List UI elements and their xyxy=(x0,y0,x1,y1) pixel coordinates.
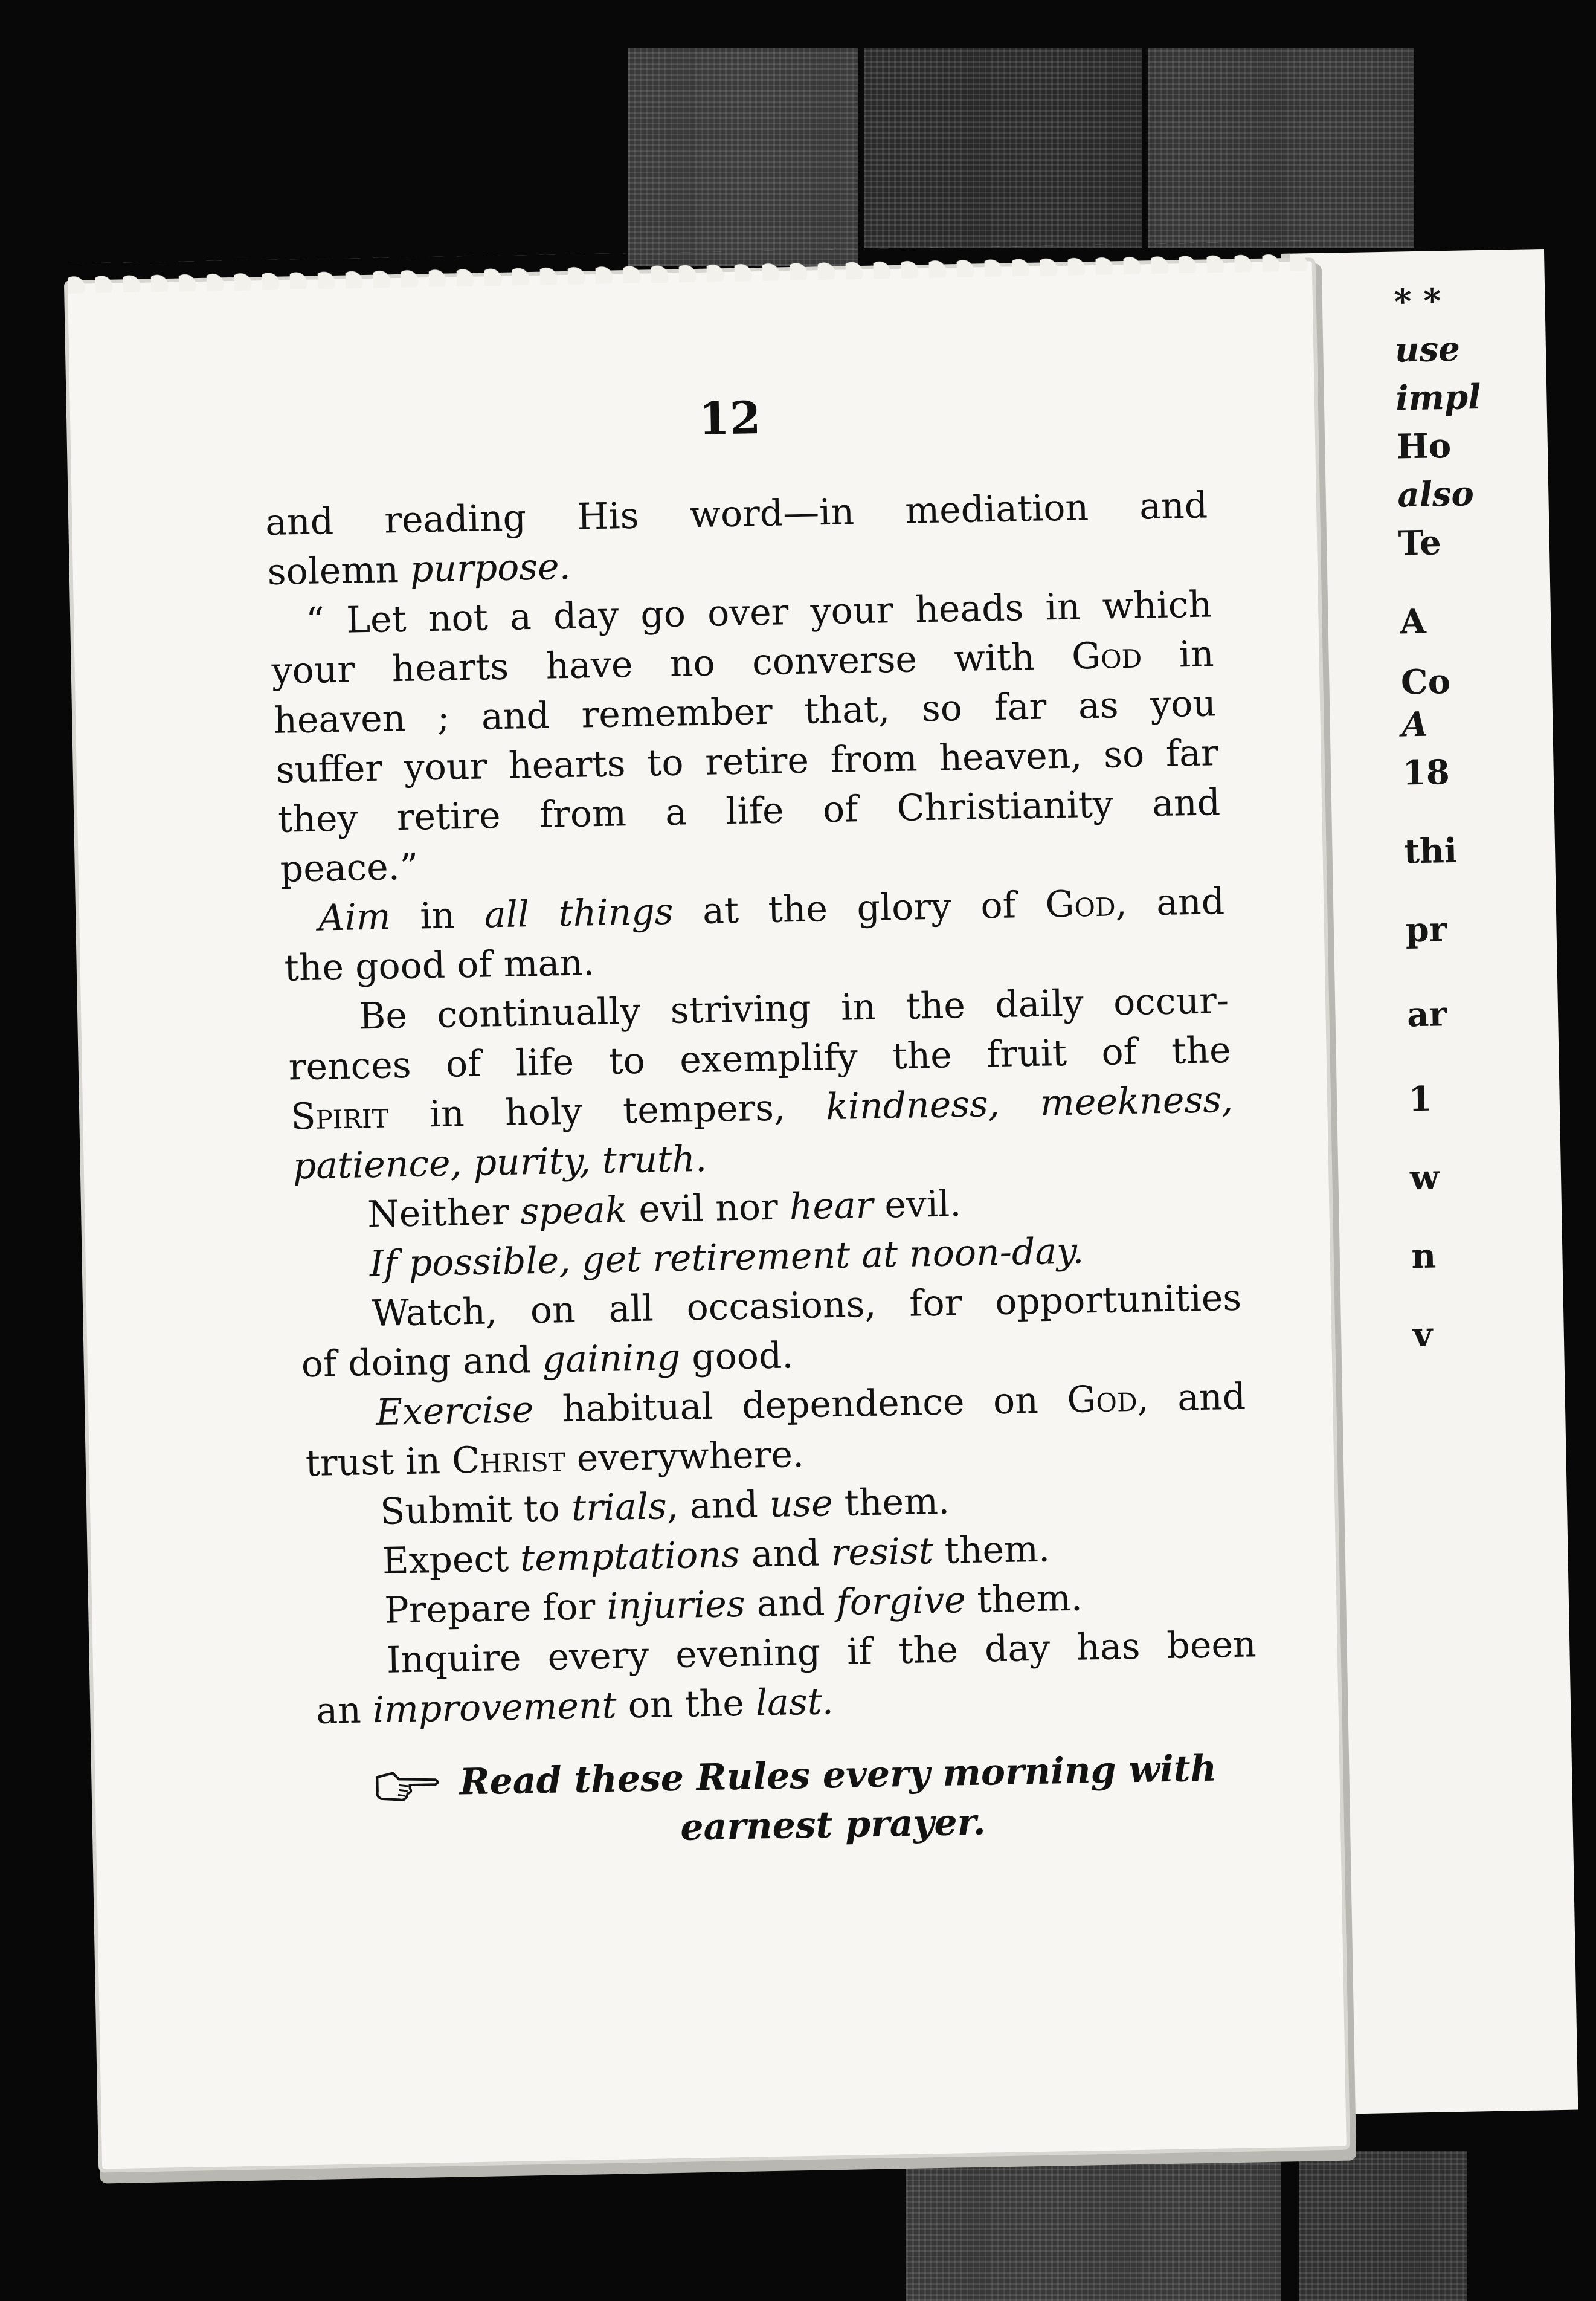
text-run: your hearts have no converse with xyxy=(271,635,1072,692)
next-page-fragment: thi xyxy=(1403,830,1458,872)
next-page-fragment: Ho xyxy=(1396,425,1452,467)
text-run: the good of man. xyxy=(284,941,595,990)
italic-text: resist xyxy=(831,1530,934,1575)
page-number: 12 xyxy=(698,392,762,445)
page-body-text xyxy=(265,480,1257,1859)
text-run: , and xyxy=(666,1483,770,1528)
text-run: in holy tempers, xyxy=(388,1086,827,1137)
text-run: peace.” xyxy=(280,845,419,891)
text-run: rences of life to exemplify the fruit of the xyxy=(288,1028,1232,1089)
small-caps-text: God xyxy=(1071,634,1142,678)
text-run: “ Let not a day go over your heads in which xyxy=(305,583,1212,642)
italic-text: patience, purity, truth. xyxy=(292,1137,707,1188)
italic-text: use xyxy=(769,1482,834,1526)
text-run: of doing and xyxy=(301,1338,543,1386)
italic-text: hear xyxy=(789,1184,874,1228)
closing-note-line: earnest prayer. xyxy=(680,1801,986,1849)
small-caps-text: God xyxy=(1044,882,1116,926)
next-page-fragment: 1 xyxy=(1408,1079,1433,1120)
text-run: Be continually striving in the daily occur- xyxy=(358,979,1229,1038)
italic-text: gaining xyxy=(542,1336,681,1381)
binding-cloth xyxy=(1148,48,1414,248)
book-page xyxy=(68,261,1347,2169)
next-page-fragment: v xyxy=(1412,1314,1433,1355)
text-run: in xyxy=(390,894,485,938)
text-run: habitual dependence on xyxy=(533,1378,1068,1431)
italic-text: kindness, meekness, xyxy=(825,1078,1234,1129)
text-run: them. xyxy=(832,1480,950,1525)
italic-text: forgive xyxy=(835,1579,967,1624)
italic-text: speak xyxy=(520,1189,628,1233)
italic-text: trials xyxy=(571,1485,668,1530)
italic-text: last. xyxy=(755,1680,834,1725)
binding-cloth xyxy=(628,48,858,266)
pointing-hand-icon xyxy=(375,1767,442,1805)
next-page-fragment: n xyxy=(1411,1236,1437,1277)
text-run: Neither xyxy=(367,1190,521,1236)
next-page-fragment: pr xyxy=(1405,909,1447,950)
italic-text: temptations xyxy=(520,1533,741,1580)
next-page-fragment: w xyxy=(1409,1157,1440,1198)
small-caps-text: Christ xyxy=(451,1438,566,1482)
text-run: heaven ; and remember that, so far as you xyxy=(273,682,1217,742)
text-run: and reading His word—in mediation and xyxy=(265,484,1208,544)
small-caps-text: Spirit xyxy=(290,1094,390,1138)
italic-text: Aim xyxy=(318,896,391,940)
italic-text: If possible, get retirement at noon-day. xyxy=(369,1230,1084,1286)
text-run: at the glory of xyxy=(672,883,1046,933)
text-run: on the xyxy=(616,1682,756,1727)
next-page-fragment: Te xyxy=(1398,523,1442,564)
next-page-text xyxy=(1393,248,1562,1355)
italic-text: Exercise xyxy=(375,1389,534,1434)
italic-text: all things xyxy=(484,890,674,937)
next-page-fragment: A xyxy=(1401,704,1429,745)
text-run: everywhere. xyxy=(564,1433,805,1480)
text-run: , and xyxy=(1115,880,1225,925)
next-page-fragment: * * xyxy=(1393,281,1442,322)
italic-text: improvement xyxy=(372,1684,617,1732)
text-run: an xyxy=(315,1689,373,1732)
text-run: in xyxy=(1141,633,1215,677)
text-run: suffer your hearts to retire from heaven, so far xyxy=(275,732,1219,792)
next-page-fragment: also xyxy=(1397,474,1475,515)
next-page-fragment: 18 xyxy=(1402,752,1450,793)
italic-text: purpose. xyxy=(410,545,571,591)
next-page-fragment: A xyxy=(1399,601,1427,642)
binding-cloth xyxy=(906,2139,1281,2301)
text-run: Prepare for xyxy=(384,1586,607,1632)
next-page-fragment: Co xyxy=(1400,661,1451,703)
binding-cloth xyxy=(864,48,1142,248)
text-run: Inquire every evening if the day has been xyxy=(386,1623,1257,1682)
text-run: and xyxy=(739,1532,832,1576)
text-run: them. xyxy=(965,1576,1083,1622)
text-run: Submit to xyxy=(379,1487,572,1533)
text-run: Watch, on all occasions, for opportunities xyxy=(371,1276,1242,1335)
next-page-fragment: ar xyxy=(1406,994,1447,1035)
text-run: they retire from a life of Christianity and xyxy=(277,781,1221,841)
text-run: solemn xyxy=(267,548,411,594)
text-run: and xyxy=(744,1581,837,1625)
text-run: trust in xyxy=(305,1439,452,1485)
text-run: , and xyxy=(1136,1375,1246,1420)
next-page-fragment: impl xyxy=(1395,376,1481,419)
closing-note-line: Read these Rules every morning with xyxy=(459,1747,1217,1804)
text-run: them. xyxy=(933,1528,1051,1573)
text-run: good. xyxy=(680,1334,794,1379)
italic-text: injuries xyxy=(606,1583,746,1628)
text-run: evil nor xyxy=(626,1186,790,1231)
next-page-fragment: use xyxy=(1394,329,1461,370)
small-caps-text: God xyxy=(1066,1377,1138,1421)
text-run: Expect xyxy=(382,1537,521,1583)
text-run: evil. xyxy=(872,1183,962,1227)
binding-cloth xyxy=(1299,2151,1467,2301)
